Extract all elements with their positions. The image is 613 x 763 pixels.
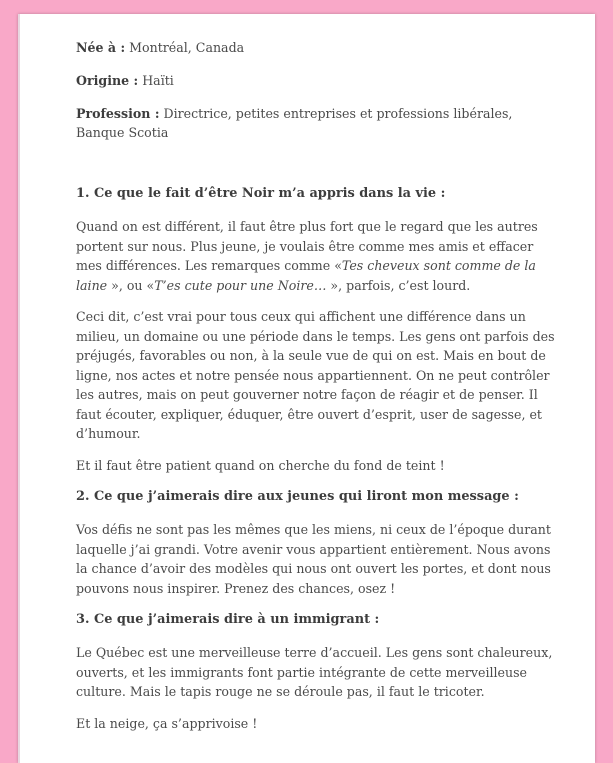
born-value: Montréal, Canada bbox=[129, 40, 245, 55]
section1-paragraph-2: Ceci dit, c’est vrai pour tous ceux qui affichent une différence dans un milieu, un domaine ou une période dans le temps. Les gens ont parfois des préjugés, favorables ou non, à la seule vue de qui on est. Mais en bout de ligne, nos actes et notre pensée nous appartiennent. On ne peut contrôler les autres, mais on peut gouverner notre façon de réagir et de penser. Il faut écouter, expliquer, éduquer, être ouvert d’esprit, user de sagesse, et d’humour. bbox=[76, 309, 555, 441]
origin-label: Origine : bbox=[76, 73, 139, 88]
profession-field bbox=[76, 104, 556, 142]
section1-p1-quote-1: Tes cheveux sont comme de la laine bbox=[76, 258, 536, 293]
document-content bbox=[76, 38, 556, 745]
section1-paragraph-1 bbox=[76, 217, 556, 295]
section3-paragraph-1: Le Québec est une merveilleuse terre d’accueil. Les gens sont chaleureux, ouverts, et les immigrants font partie intégrante de cette merveilleuse culture. Mais le tapis rouge ne se déroule pas, il faut le tricoter. bbox=[76, 645, 553, 699]
born-field bbox=[76, 38, 556, 57]
section3-paragraph-2: Et la neige, ça s’apprivoise ! bbox=[76, 715, 258, 731]
spacer bbox=[76, 156, 556, 184]
profession-value: Directrice, petites entreprises et professions libérales, Banque Scotia bbox=[76, 106, 513, 140]
section1-paragraph-3: Et il faut être patient quand on cherche du fond de teint ! bbox=[76, 457, 445, 473]
section2-paragraph-1: Vos défis ne sont pas les mêmes que les miens, ni ceux de l’époque durant laquelle j’ai grandi. Votre avenir vous appartient entièrement. Nous avons la chance d’avoir des modèles qui nous ont ouvert les portes, et dont nous pouvons nous inspirer. Prenez des chances, osez ! bbox=[76, 522, 551, 596]
section2-heading: 2. Ce que j’aimerais dire aux jeunes qui liront mon message : bbox=[76, 489, 519, 504]
section3-heading: 3. Ce que j’aimerais dire à un immigrant : bbox=[76, 612, 380, 627]
born-label: Née à : bbox=[76, 40, 126, 55]
origin-field bbox=[76, 71, 556, 90]
origin-value: Haïti bbox=[142, 73, 174, 88]
section1-p1-text-b: », ou « bbox=[107, 277, 155, 293]
section1-heading: 1. Ce que le fait d’être Noir m’a appris dans la vie : bbox=[76, 186, 446, 201]
section1-p1-text-a: Quand on est différent, il faut être plus fort que le regard que les autres portent sur nous. Plus jeune, je voulais être comme mes amis et effacer mes différences. Les remarques comme « bbox=[76, 219, 538, 273]
section1-p1-quote-2: T’es cute pour une Noire… bbox=[154, 277, 327, 293]
profession-label: Profession : bbox=[76, 106, 160, 121]
section1-p1-text-c: », parfois, c’est lourd. bbox=[326, 277, 471, 293]
document-card bbox=[18, 14, 595, 763]
